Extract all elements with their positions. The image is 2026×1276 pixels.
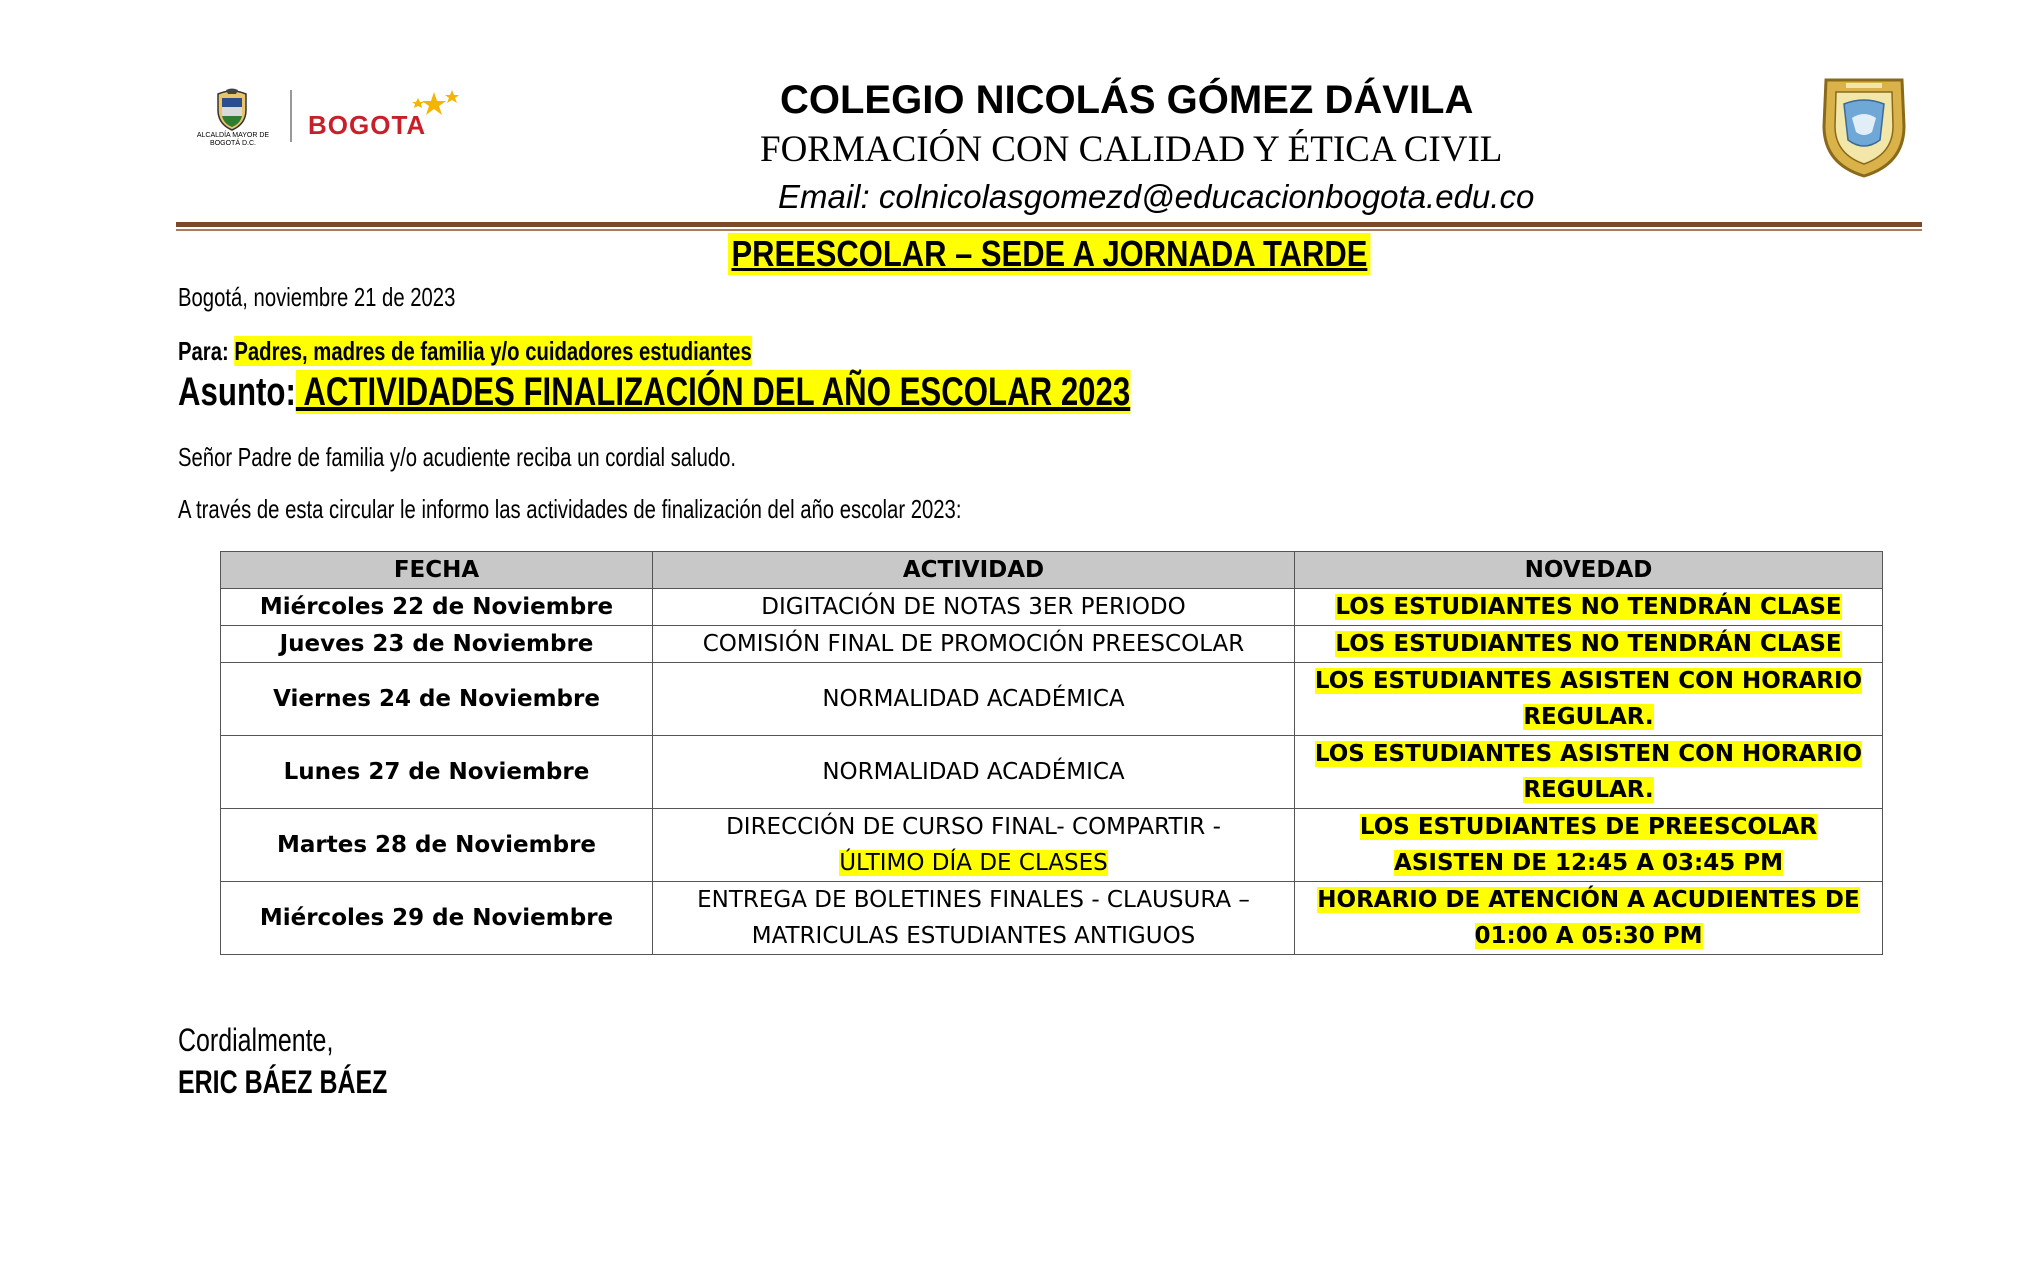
bogota-brand: BOGOTA xyxy=(308,110,427,140)
school-crest-icon xyxy=(1818,74,1910,180)
cell-fecha: Jueves 23 de Noviembre xyxy=(221,626,653,663)
table-row xyxy=(221,626,1883,663)
actividad-text: DIRECCIÓN DE CURSO FINAL- COMPARTIR - xyxy=(726,814,1221,840)
greeting: Señor Padre de familia y/o acudiente reciba un cordial saludo. xyxy=(178,442,737,472)
table-header-row xyxy=(221,552,1883,589)
cell-actividad: NORMALIDAD ACADÉMICA xyxy=(653,736,1295,809)
cell-fecha: Martes 28 de Noviembre xyxy=(221,809,653,882)
cell-fecha: Miércoles 29 de Noviembre xyxy=(221,882,653,955)
novedad-text: LOS ESTUDIANTES ASISTEN CON HORARIO REGULAR. xyxy=(1314,668,1863,730)
closing: Cordialmente, xyxy=(178,1022,334,1058)
bogota-logo xyxy=(190,82,460,154)
novedad-text: LOS ESTUDIANTES ASISTEN CON HORARIO REGULAR. xyxy=(1314,741,1863,803)
recipient-line xyxy=(178,336,752,367)
cell-actividad: NORMALIDAD ACADÉMICA xyxy=(653,663,1295,736)
cell-novedad xyxy=(1295,736,1883,809)
cell-fecha: Viernes 24 de Noviembre xyxy=(221,663,653,736)
school-email: Email: colnicolasgomezd@educacionbogota.edu.co xyxy=(778,178,1535,215)
novedad-text: LOS ESTUDIANTES DE PREESCOLAR ASISTEN DE 12:45 A 03:45 PM xyxy=(1359,814,1818,876)
cell-fecha: Lunes 27 de Noviembre xyxy=(221,736,653,809)
cell-actividad: COMISIÓN FINAL DE PROMOCIÓN PREESCOLAR xyxy=(653,626,1295,663)
cell-actividad xyxy=(653,809,1295,882)
header-fecha: FECHA xyxy=(221,552,653,589)
actividad-highlight: ÚLTIMO DÍA DE CLASES xyxy=(839,850,1108,876)
bogota-stars-icon xyxy=(404,88,464,128)
alcaldia-label: ALCALDÍA MAYOR DE BOGOTÁ D.C. xyxy=(196,132,270,147)
subject-line xyxy=(178,370,1130,415)
cell-novedad xyxy=(1295,626,1883,663)
intro-paragraph: A través de esta circular le informo las actividades de finalización del año escolar 2023: xyxy=(178,494,962,524)
table-row xyxy=(221,589,1883,626)
colombia-coat-of-arms-icon xyxy=(210,88,254,132)
letter-date: Bogotá, noviembre 21 de 2023 xyxy=(178,282,456,312)
activities-table xyxy=(220,551,1883,955)
cell-actividad: DIGITACIÓN DE NOTAS 3ER PERIODO xyxy=(653,589,1295,626)
header-rule-thin xyxy=(176,229,1922,231)
table-row xyxy=(221,809,1883,882)
signer-name: ERIC BÁEZ BÁEZ xyxy=(178,1064,388,1100)
school-name: COLEGIO NICOLÁS GÓMEZ DÁVILA xyxy=(780,78,1474,122)
header-rule xyxy=(176,222,1922,227)
logo-divider xyxy=(290,90,292,142)
header-novedad: NOVEDAD xyxy=(1295,552,1883,589)
table-row xyxy=(221,663,1883,736)
section-title: PREESCOLAR – SEDE A JORNADA TARDE xyxy=(728,233,1371,275)
novedad-text: HORARIO DE ATENCIÓN A ACUDIENTES DE 01:00 A 05:30 PM xyxy=(1317,887,1860,949)
header-actividad: ACTIVIDAD xyxy=(653,552,1295,589)
subject-label: Asunto: xyxy=(178,370,296,414)
recipient-label: Para: xyxy=(178,336,229,366)
cell-novedad xyxy=(1295,882,1883,955)
table-row xyxy=(221,882,1883,955)
cell-novedad xyxy=(1295,809,1883,882)
cell-novedad xyxy=(1295,663,1883,736)
novedad-text: LOS ESTUDIANTES NO TENDRÁN CLASE xyxy=(1335,594,1842,620)
school-motto: FORMACIÓN CON CALIDAD Y ÉTICA CIVIL xyxy=(760,129,1503,170)
cell-fecha: Miércoles 22 de Noviembre xyxy=(221,589,653,626)
subject-value: ACTIVIDADES FINALIZACIÓN DEL AÑO ESCOLAR 2023 xyxy=(295,370,1131,414)
novedad-text: LOS ESTUDIANTES NO TENDRÁN CLASE xyxy=(1335,631,1842,657)
recipient-value: Padres, madres de familia y/o cuidadores estudiantes xyxy=(234,336,752,366)
table-row xyxy=(221,736,1883,809)
cell-novedad xyxy=(1295,589,1883,626)
cell-actividad: ENTREGA DE BOLETINES FINALES - CLAUSURA – MATRICULAS ESTUDIANTES ANTIGUOS xyxy=(653,882,1295,955)
